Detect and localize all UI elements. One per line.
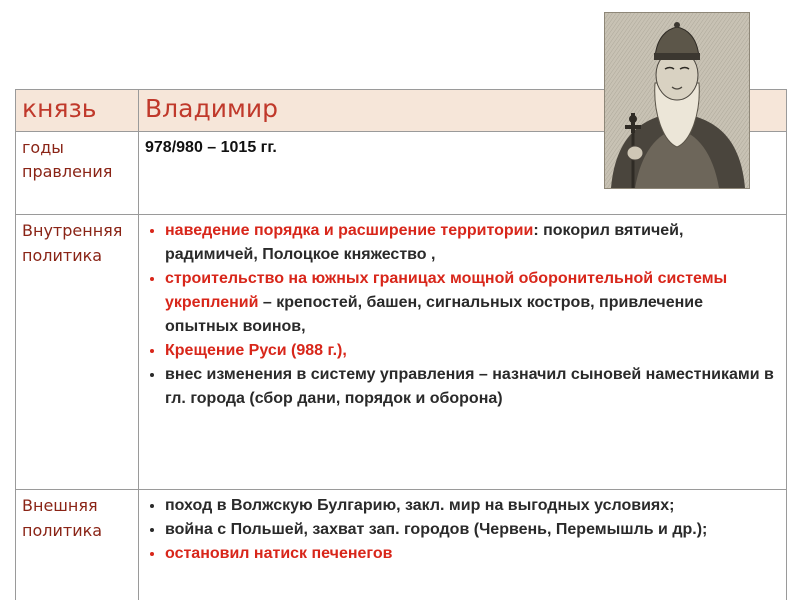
list-item: • война с Польшей, захват зап. городов (Червень, Перемышль и др.); xyxy=(165,518,780,542)
table-row-domestic xyxy=(16,215,787,490)
domestic-label: Внутренняя политика xyxy=(22,221,123,265)
foreign-label: Внешняя политика xyxy=(22,496,103,540)
list-item: • Крещение Руси (988 г.), xyxy=(165,339,780,363)
foreign-list-cell xyxy=(139,490,787,600)
list-item: • поход в Волжскую Булгарию, закл. мир на выгодных условиях; xyxy=(165,494,780,518)
list-item: • строительство на южных границах мощной оборонительной системы укреплений – крепостей, башен, сигнальных костров, привлечение опытных воинов, xyxy=(165,267,780,339)
portrait-engraving-icon xyxy=(605,13,749,188)
ruler-name: Владимир xyxy=(145,94,278,123)
header-label: князь xyxy=(22,94,97,123)
table-row-foreign xyxy=(16,490,787,600)
list-item: • остановил натиск печенегов xyxy=(165,542,780,566)
list-item: • внес изменения в систему управления – назначил сыновей наместниками в гл. города (сбор дани, порядок и оборона) xyxy=(165,363,780,411)
header-label-cell xyxy=(16,90,139,132)
years-value: 978/980 – 1015 гг. xyxy=(145,139,277,156)
years-label-cell xyxy=(16,132,139,215)
foreign-list xyxy=(145,494,780,566)
foreign-label-cell xyxy=(16,490,139,600)
domestic-list-cell xyxy=(139,215,787,490)
domestic-list xyxy=(145,219,780,411)
portrait-image xyxy=(604,12,750,189)
list-item: • наведение порядка и расширение территории: покорил вятичей, радимичей, Полоцкое княжество , xyxy=(165,219,780,267)
domestic-label-cell xyxy=(16,215,139,490)
years-label: годы правления xyxy=(22,138,113,181)
